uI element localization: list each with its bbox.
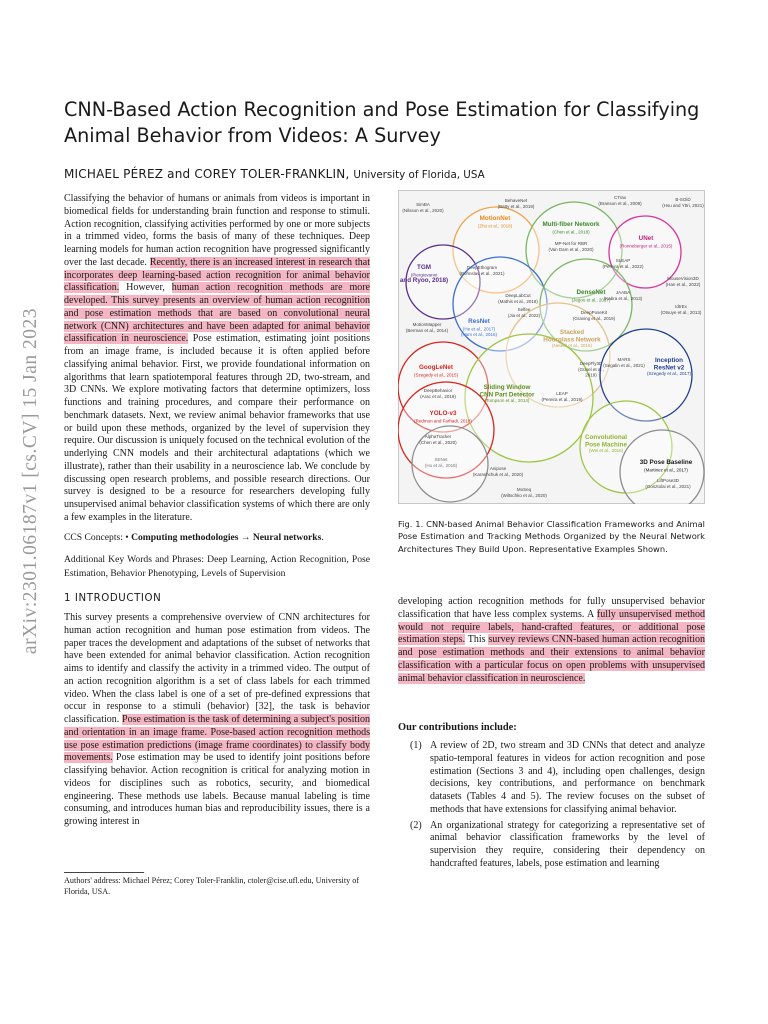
body-text: Pose estimation may be used to identify joint positions before classifying behavior. Action recognition is critical for analyzing motion in videos for disciplines such as robotics, security, and biomedical engineering. These methods use labels. Because manual labeling is time consuming, and introduces human bias and reproducibility issues, there is a growing interest in — [64, 752, 370, 827]
figure-label-mouse-vision: MouseVision3D (Han et al., 2022) — [665, 276, 701, 287]
highlighted-text: human action recognition methods are more developed. This survey presents an overview of human action recognition and pose estimation methods that are based on convolutional neural network (CNN) architectures and have been adapted for animal behavior classification in neuroscience. — [64, 282, 371, 345]
contributions-list — [398, 740, 705, 874]
figure-label-3dpose: 3D Pose Baseline (Martinez et al., 2017) — [639, 459, 693, 473]
figure-label-tgm: TGM (Piergiovanni and Ryoo, 2018) — [399, 264, 449, 285]
author-affiliation: University of Florida, USA — [353, 169, 485, 181]
figure-caption: Fig. 1. CNN-based Animal Behavior Classification Frameworks and Animal Pose Estimation and Tracking Methods Organized by the Neural Network Architectures They Build Upon. Representative Examples Shown. — [398, 519, 705, 554]
contribution-text: An organizational strategy for categorizing a representative set of animal behavior classification frameworks by the level of supervision they require, considering their dependency on handcrafted features, labels, pose estimation and learning — [430, 819, 705, 869]
figure-label-googlenet: GoogLeNet (Szegedy et al., 2015) — [413, 364, 459, 378]
title-line-1: CNN-Based Action Recognition and Pose Estimation for Classifying — [64, 98, 700, 121]
figure-1 — [398, 190, 705, 504]
figure-label-moseq: MoSeq (Wiltschko et al., 2020) — [501, 487, 547, 498]
figure-label-unet: UNet (Ronneberger et al., 2015) — [619, 235, 673, 249]
highlighted-text: fully unsupervised method would not require labels, hand-crafted features, or additional pose estimation steps. — [398, 608, 705, 646]
figure-label-liftpose3d: LiftPose3D (Gosztolai et al., 2021) — [645, 478, 691, 489]
contribution-number: (2) — [410, 819, 422, 831]
abstract — [64, 193, 370, 525]
ccs-prefix: CCS Concepts: • — [64, 532, 129, 543]
figure-label-b-soid: B-SOiD (Hsu and Yttri, 2021) — [662, 197, 704, 208]
contributions-heading: Our contributions include: — [398, 722, 517, 733]
figure-label-leap: LEAP (Pereira et al., 2019) — [541, 391, 583, 402]
figure-label-simba: SimBA (Nilsson et al., 2020) — [402, 202, 444, 213]
figure-label-jaaba: JAABA (Kabra et al., 2013) — [603, 290, 643, 301]
author-line — [64, 167, 704, 181]
figure-label-motionnet: MotionNet (Zhu et al., 2018) — [477, 215, 513, 229]
figure-label-yolo: YOLO-v3 (Redmon and Farhadi, 2018) — [414, 410, 472, 424]
figure-label-ctrax: CTrax (Branson et al., 2009) — [598, 195, 642, 206]
section-heading-introduction: 1 INTRODUCTION — [64, 593, 162, 604]
figure-label-multi-fiber: Multi-fiber Network (Chen et al., 2018) — [542, 221, 600, 235]
body-text: This — [465, 634, 489, 646]
figure-label-motionmapper: MotionMapper (Berman et al., 2014) — [405, 322, 449, 333]
figure-label-alphatracker: AlphaTracker (Chen et al., 2020) — [419, 434, 457, 445]
figure-label-deepbehavior: DeepBehavior (Arac et al., 2019) — [420, 388, 456, 399]
figure-label-mars: MARS (Segalin et al., 2021) — [603, 357, 645, 368]
figure-label-deeplabcut: DeepLabCut (Mathis et al., 2018) — [498, 293, 538, 304]
body-text: Classifying the behavior of humans or animals from videos is important in biomedical fields for understanding brain function and response to stimuli. Action recognition, classifying activities performed by one or more subjects in a trimmed video, forms the basis of many of these techniques. Deep learning models for human action recognition have progressed significantly over the last decade. — [64, 193, 370, 268]
paper-title — [64, 97, 704, 148]
figure-label-deepposekit: DeepPoseKit (Graving et al., 2019) — [572, 310, 616, 321]
contribution-item — [398, 740, 705, 817]
introduction-paragraph — [64, 612, 370, 829]
keywords: Additional Key Words and Phrases: Deep Learning, Action Recognition, Pose Estimation, Behavior Phenotyping, Levels of Supervision — [64, 554, 370, 579]
venn-figure — [398, 190, 705, 504]
highlighted-text: survey reviews CNN-based human action recognition and pose estimation methods and their extensions to animal behavior classification with a particular focus on open problems with unsupervised animal behavior classification in neuroscience. — [398, 634, 705, 684]
figure-label-convpose: Convolutional Pose Machine (Wei et al., 2016) — [585, 434, 627, 454]
contribution-number: (1) — [410, 740, 422, 751]
figure-label-mp-net: MP-Net for RBR (Van Dam et al., 2020) — [548, 241, 594, 252]
right-column-paragraph — [398, 596, 705, 685]
figure-label-inception: Inception ResNet v2 (Szegedy et al., 2017) — [646, 357, 692, 377]
figure-label-stacked: Stacked Hourglass Network (Newell et al., 2016) — [543, 329, 601, 349]
title-line-2: Animal Behavior from Videos: A Survey — [64, 123, 441, 147]
body-text: However, — [119, 282, 172, 294]
figure-label-densenet: DenseNet (Jegou et al., 2017) — [571, 289, 611, 303]
figure-label-anipose: Anipose (Karashchuk et al., 2020) — [472, 466, 524, 477]
body-text: developing action recognition methods for fully unsupervised behavior classification that have less complex systems. A — [398, 596, 705, 620]
footnote-rule — [64, 872, 144, 873]
highlighted-text: Pose estimation is the task of determining a subject's position and orientation in an image frame. Pose-based action recognition methods use pose estimation predictions (image frame coordinates) to classify body movements. — [64, 714, 370, 764]
figure-label-behavenet: BehaveNet (Batty et al., 2019) — [497, 198, 535, 209]
ccs-concepts — [64, 532, 384, 544]
contribution-text: A review of 2D, two stream and 3D CNNs that detect and analyze spatio-temporal features in videos for action recognition and pose estimation (Sections 3 and 4), including open challenges, design decisions, key contributions, and performance on benchmark datasets (Tables 4 and 5). The review focuses on the subset of methods that have extensions for classifying animal behavior. — [430, 740, 705, 815]
contribution-item — [398, 820, 705, 871]
highlighted-text: Recently, there is an increased interest in research that incorporates deep learning-based action recognition for animal behavior classification. — [64, 256, 370, 294]
figure-label-sleap: SLEAP (Pereira et al., 2022) — [602, 258, 644, 269]
figure-label-deepethogram: DeepEthogram (Bohnslav et al., 2021) — [459, 265, 505, 276]
body-text: Pose estimation, estimating joint positions from an image frame, is included because it is often applied before classifying animal behavior. First, we provide foundational information on algorithms that learn spatiotemporal features through 2D, two-stream, and 3D CNNs. We explore motivating factors that determine optimizers, loss functions and training procedures, and compare their performance on benchmark datasets. Next, we review animal behavior frameworks that use or build upon these methods, organized by the level of supervision they require. Our discussion is uniquely focused on the technical evolution of the underlying CNN models and their architectural adaptations (which we illustrate), rather than their usability in a neuroscience lab. We conclude by discussing open research problems, and possible research directions. Our survey is designed to be a resource for researchers developing fully unsupervised animal behavior classification systems of which there are only a few examples in the literature. — [64, 333, 370, 523]
figure-label-deepfly3d: DeepFly3D (Günel et al., 2019) — [578, 361, 604, 378]
figure-label-resnet: ResNet (He et al., 2017) (Nam et al., 2016) — [460, 318, 498, 338]
ccs-term: Computing methodologies → Neural networks — [131, 532, 322, 543]
author-names: MICHAEL PÉREZ and COREY TOLER-FRANKLIN, — [64, 167, 350, 181]
ccs-suffix: . — [321, 532, 324, 543]
figure-label-idtrex: IdtrEx (Otsuye et al., 2013) — [660, 304, 702, 315]
author-footnote: Authors' address: Michael Pérez; Corey Toler-Franklin, ctoler@cise.ufl.edu, University of Florida, USA. — [64, 876, 360, 896]
figure-label-selfee: Selfee (Jia et al., 2022) — [507, 307, 541, 318]
figure-label-sliding: Sliding Window CNN Part Detector (Tompson et al., 2014) — [479, 384, 535, 404]
body-text: This survey presents a comprehensive overview of CNN architectures for human action recognition and human pose estimation from videos. The paper traces the development and adaptations of the subset of networks that have been extended for animal behavior classification. Action recognition aims to identify and classify the activity in a trimmed video. The output of an action recognition algorithm is a set of class labels for each trimmed video. When the class label is one of a set of pre-defined expressions that occur in response to a stimuli (behavior) [32], the task is behavior classification. — [64, 612, 370, 725]
figure-label-senet: SENet (Hu et al., 2018) — [424, 457, 458, 468]
arxiv-identifier: arXiv:2301.06187v1 [cs.CV] 15 Jan 2023 — [20, 307, 41, 655]
